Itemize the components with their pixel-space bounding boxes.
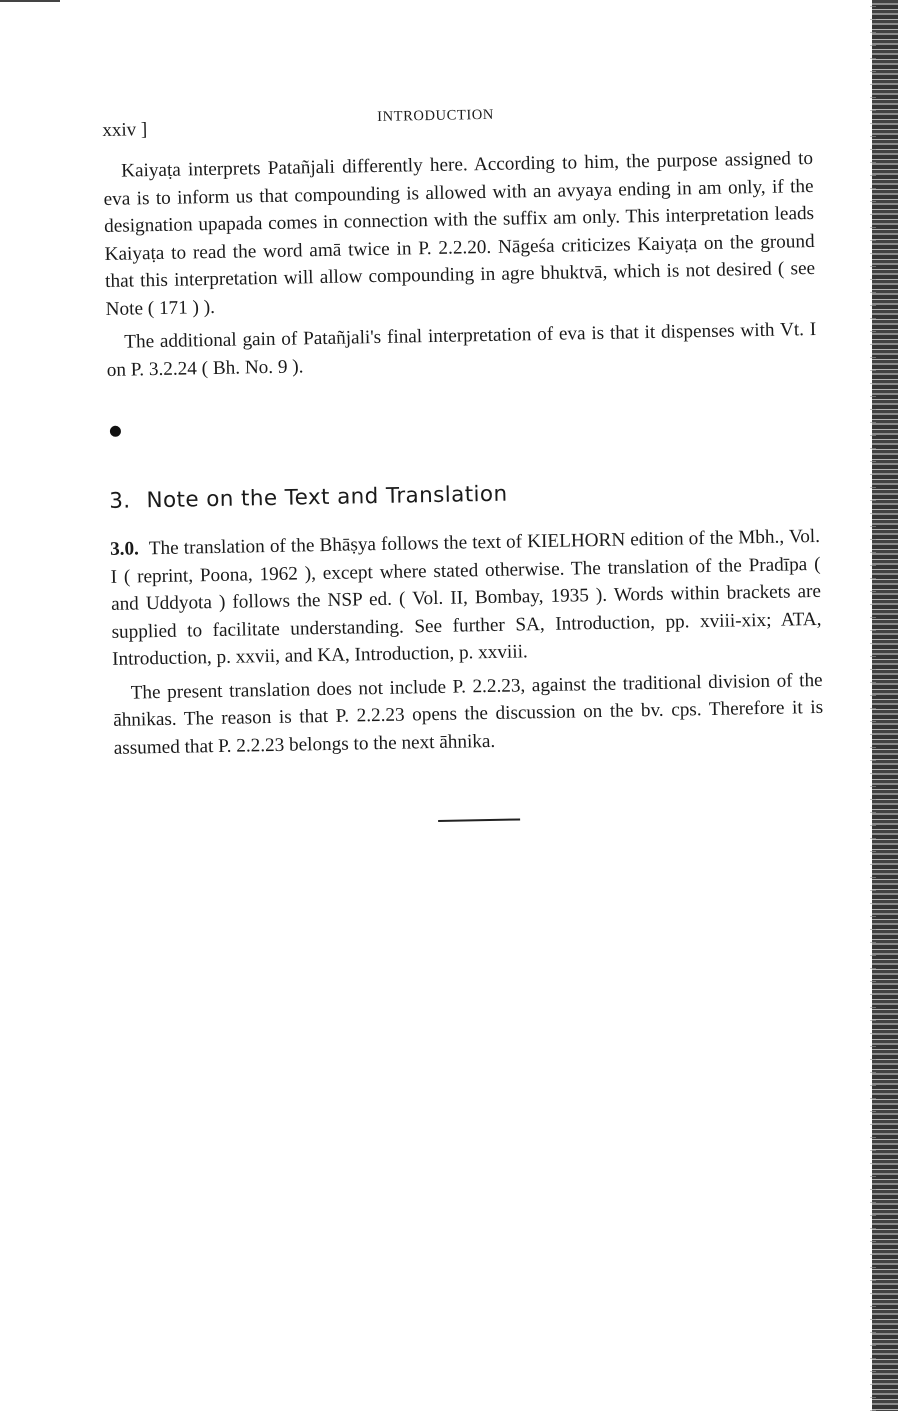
scan-border-noise — [870, 0, 876, 1411]
paragraph-present-translation: The present translation does not include P. 2.2.23, against the traditional division of the āhnikas. The reason is that P. 2.2.23 opens the discussion on the bv. cps. Therefore it is assumed that P. 2.2.23 belongs to the next āhnika. — [113, 669, 824, 759]
section-title: Note on the Text and Translation — [146, 481, 508, 514]
paragraph-additional-gain: The additional gain of Patañjali's final interpretation of eva is that it dispenses with Vt. I on P. 3.2.24 ( Bh. No. 9 ). — [106, 318, 817, 381]
section-number: 3. — [108, 488, 131, 514]
scan-top-rule — [0, 0, 60, 2]
section-heading — [109, 476, 819, 514]
paragraph-translation-basis — [110, 523, 822, 673]
book-page — [102, 95, 825, 828]
paragraph-translation-basis-text: The translation of the Bhāṣya follows the text of KIELHORN edition of the Mbh., Vol. I ( reprint, Poona, 1962 ), except where stated otherwise. The translation of the Pradīpa ( and Uddyota ) follows the NSP ed. ( Vol. II, Bombay, 1935 ). Words within brackets are supplied to facilitate understanding. See further SA, Introduction, pp. xviii-xix; ATA, Introduction, p. xxvii, and KA, Introduction, p. xxviii. — [110, 525, 822, 670]
end-rule — [438, 818, 520, 822]
running-head — [102, 95, 812, 141]
running-head-title: INTRODUCTION — [377, 106, 495, 125]
paragraph-kaiyata: Kaiyaṭa interprets Patañjali differently here. According to him, the purpose assigned to eva is to inform us that compounding is allowed with an avyaya ending in am only, if the designation upapada comes in connection with the suffix am only. This interpretation leads Kaiyaṭa to read the word amā twice in P. 2.2.20. Nāgeśa criticizes Kaiyaṭa on the ground that this interpretation will allow compounding in agre bhuktvā, which is not desired ( see Note ( 171 ) ). — [103, 147, 816, 320]
paragraph-number: 3.0. — [109, 538, 140, 560]
page-number: xxiv ] — [102, 119, 148, 141]
bullet-mark-icon — [110, 426, 121, 437]
